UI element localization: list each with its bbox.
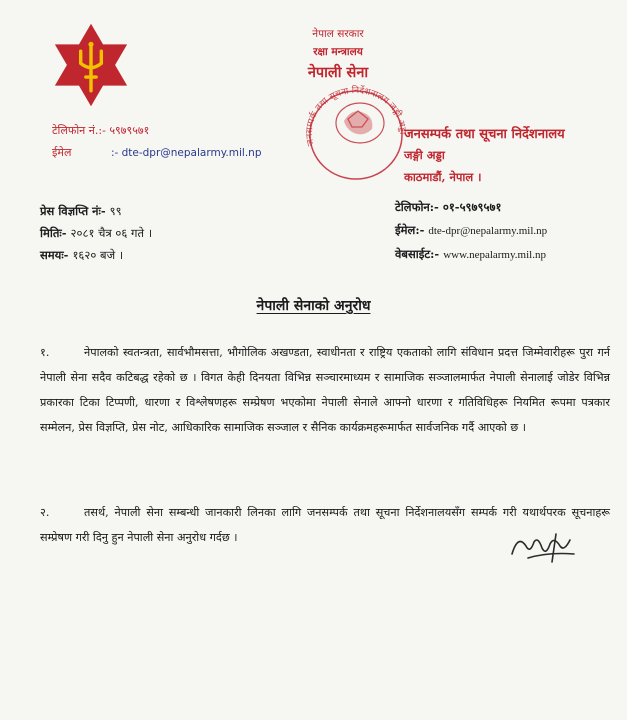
document-title [0, 296, 627, 315]
office-seal-stamp [300, 85, 412, 183]
phone-label: टेलिफोन:- [395, 200, 439, 214]
date-value: २०८१ चैत्र ०६ गते । [70, 226, 153, 240]
press-release-meta [40, 200, 152, 266]
press-number-label: प्रेस विज्ञप्ति नंः- [40, 204, 106, 218]
left-phone-label: टेलिफोन नं.:- [52, 124, 106, 137]
seal-text: जनसम्पर्क तथा सूचना निर्देशनालय जङ्गी अड्डा [304, 86, 408, 147]
signature-mark [508, 528, 578, 564]
left-email-label: ईमेल [52, 146, 72, 159]
paragraph-text: नेपालको स्वतन्त्रता, सार्वभौमसत्ता, भौगोलिक अखण्डता, स्वाधीनता र राष्ट्रिय एकताको लागि संविधान प्रदत्त जिम्मेवारीहरू पुरा गर्न नेपाली सेना सदैव कटिबद्ध रहेको छ । विगत केही दिनयता विभिन्न सञ्चारमाध्यम र सामाजिक सञ्जालमार्फत नेपाली सेनालाई जोडेर विभिन्न प्रकारका टिका टिप्पणी, धारणा र विश्लेषणहरू सम्प्रेषण भएकोमा नेपाली सेनाले आफ्नो धारणा र गतिविधिहरू नियमित रूपमा पत्रकार सम्मेलन, प्रेस विज्ञप्ति, प्रेस नोट, आधिकारिक सामाजिक सञ्जाल र सैनिक कार्यक्रमहरूमार्फत सार्वजनिक गर्दै आएको छ । [40, 346, 610, 434]
letterhead-title [283, 27, 393, 82]
army-name: नेपाली सेना [307, 64, 369, 81]
email-value[interactable]: dte-dpr@nepalarmy.mil.np [428, 225, 548, 237]
contact-details [395, 196, 547, 267]
government-name: नेपाल सरकार [312, 28, 364, 40]
website-value[interactable]: www.nepalarmy.mil.np [443, 249, 546, 261]
document-title-text: नेपाली सेनाको अनुरोध [256, 298, 371, 314]
directorate-block [404, 124, 565, 185]
paragraph-number: १. [40, 346, 50, 359]
press-number-value: ९९ [109, 204, 122, 218]
nepal-army-emblem-icon [48, 22, 134, 108]
website-label: वेबसाईट:- [395, 247, 440, 261]
paragraph-text: तसर्थ, नेपाली सेना सम्बन्धी जानकारी लिनका लागि जनसम्पर्क तथा सूचना निर्देशनालयसँग सम्पर्क गरी यथार्थपरक सूचनाहरू सम्प्रेषण गरी दिनु हुन नेपाली सेना अनुरोध गर्दछ । [40, 506, 610, 544]
time-value: १६२० बजे । [72, 248, 124, 262]
time-label: समयः- [40, 248, 69, 262]
ministry-name: रक्षा मन्त्रालय [313, 46, 363, 58]
phone-value: ०१-५९७९५७१ [442, 200, 502, 214]
directorate-name: जनसम्पर्क तथा सूचना निर्देशनालय [404, 127, 565, 142]
left-contact-block [52, 120, 261, 164]
headquarters-name: जङ्गी अड्डा [404, 148, 445, 162]
email-label: ईमेल:- [395, 223, 425, 237]
left-email-value[interactable]: :- dte-dpr@nepalarmy.mil.np [110, 147, 262, 159]
left-phone-value: ५९७९५७१ [109, 124, 150, 137]
city-name: काठमाडौं, नेपाल । [404, 170, 482, 184]
paragraph-1 [40, 340, 610, 440]
paragraph-number: २. [40, 506, 50, 519]
date-label: मितिः- [40, 226, 67, 240]
